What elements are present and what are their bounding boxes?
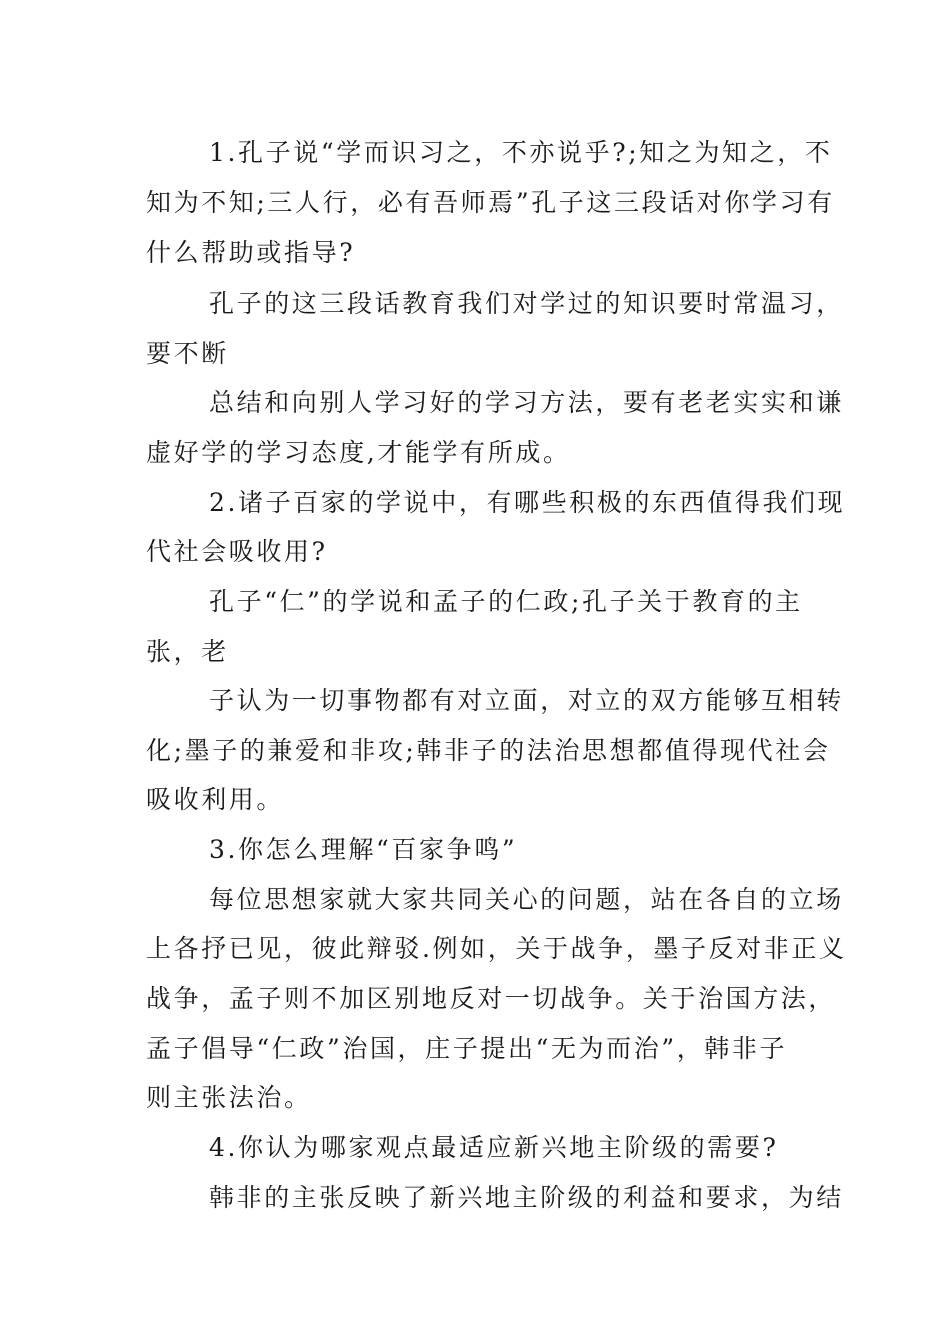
answer-2-line-3: 子认为一切事物都有对立面，对立的双方能够互相转 (209, 686, 844, 715)
answer-1-line-2: 要不断 (146, 339, 229, 368)
answer-2-line-4: 化;墨子的兼爱和非攻;韩非子的法治思想都值得现代社会 (146, 736, 831, 765)
question-3-line-1: 3.你怎么理解“百家争鸣” (209, 835, 518, 864)
question-2-line-2: 代社会吸收用? (146, 537, 328, 566)
answer-3-line-4: 孟子倡导“仁政”治国，庄子提出“无为而治”，韩非子 (146, 1034, 788, 1063)
question-4-line-1: 4.你认为哪家观点最适应新兴地主阶级的需要? (209, 1133, 779, 1162)
answer-3-line-5: 则主张法治。 (146, 1083, 312, 1112)
answer-3-line-3: 战争，孟子则不加区别地反对一切战争。关于治国方法， (146, 984, 837, 1013)
question-1-line-1: 1.孔子说“学而识习之，不亦说乎?;知之为知之，不 (209, 138, 833, 167)
question-2-line-1: 2.诸子百家的学说中，有哪些积极的东西值得我们现 (209, 488, 846, 517)
answer-3-line-2: 上各抒已见，彼此辩驳.例如，关于战争，墨子反对非正义 (146, 934, 847, 963)
question-1-line-3: 什么帮助或指导? (146, 238, 356, 267)
answer-1-line-1: 孔子的这三段话教育我们对学过的知识要时常温习， (209, 289, 844, 318)
answer-1-line-3: 总结和向别人学习好的学习方法，要有老老实实和谦 (209, 388, 844, 417)
answer-2-line-2: 张，老 (146, 637, 229, 666)
question-1-line-2: 知为不知;三人行，必有吾师焉”孔子这三段话对你学习有 (146, 188, 835, 217)
answer-3-line-1: 每位思想家就大家共同关心的问题，站在各自的立场 (209, 885, 844, 914)
answer-2-line-5: 吸收利用。 (146, 785, 285, 814)
answer-4-line-1: 韩非的主张反映了新兴地主阶级的利益和要求，为结 (209, 1183, 844, 1212)
answer-1-line-4: 虚好学的学习态度,才能学有所成。 (146, 438, 571, 467)
answer-2-line-1: 孔子“仁”的学说和孟子的仁政;孔子关于教育的主 (209, 587, 803, 616)
